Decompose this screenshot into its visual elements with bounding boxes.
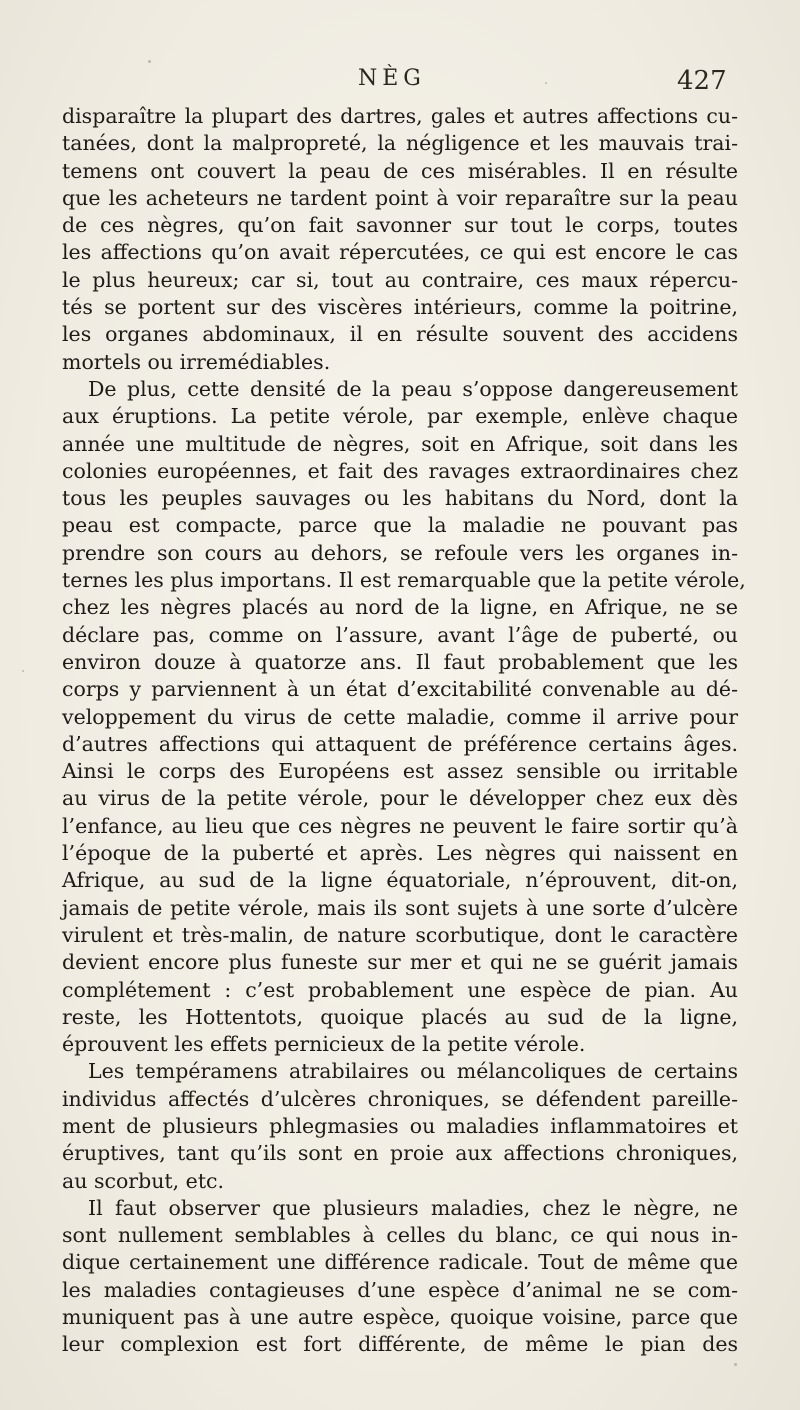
text-line: les organes abdominaux, il en résulte souvent des accidens bbox=[62, 322, 738, 347]
text-line: dique certainement une différence radicale. Tout de même que bbox=[62, 1250, 738, 1275]
text-line: le plus heureux; car si, tout au contraire, ces maux répercu- bbox=[62, 267, 738, 292]
text-line: sont nullement semblables à celles du blanc, ce qui nous in- bbox=[62, 1223, 738, 1248]
paper-speck bbox=[545, 82, 547, 84]
text-line: déclare pas, comme on l’assure, avant l’âge de puberté, ou bbox=[62, 622, 738, 647]
text-line: les maladies contagieuses d’une espèce d’animal ne se com- bbox=[62, 1277, 738, 1302]
text-line: tanées, dont la malpropreté, la négligence et les mauvais trai- bbox=[62, 131, 738, 156]
text-line: éruptives, tant qu’ils sont en proie aux affections chroniques, bbox=[62, 1141, 738, 1166]
paper-speck bbox=[148, 60, 151, 63]
text-line: environ douze à quatorze ans. Il faut probablement que les bbox=[62, 649, 738, 674]
text-line: mortels ou irremédiables. bbox=[62, 349, 331, 374]
text-line: Afrique, au sud de la ligne équatoriale, n’éprouvent, dit-on, bbox=[62, 868, 738, 893]
text-line: les affections qu’on avait répercutées, ce qui est encore le cas bbox=[62, 240, 738, 265]
text-line: Ainsi le corps des Européens est assez sensible ou irritable bbox=[62, 759, 738, 784]
text-line: reste, les Hottentots, quoique placés au sud de la ligne, bbox=[62, 1004, 738, 1029]
text-line: Les tempéramens atrabilaires ou mélancoliques de certains bbox=[88, 1059, 738, 1084]
text-line: au scorbut, etc. bbox=[62, 1168, 225, 1193]
text-line: complétement : c’est probablement une espèce de pian. Au bbox=[62, 977, 738, 1002]
text-line: disparaître la plupart des dartres, gales et autres affections cu- bbox=[62, 104, 738, 128]
paragraph-3 bbox=[62, 1058, 738, 1194]
text-line: individus affectés d’ulcères chroniques, se défendent pareille- bbox=[62, 1086, 738, 1111]
text-line: chez les nègres placés au nord de la ligne, en Afrique, ne se bbox=[62, 595, 738, 620]
text-line: temens ont couvert la peau de ces misérables. Il en résulte bbox=[62, 158, 738, 183]
text-line: devient encore plus funeste sur mer et qui ne se guérit jamais bbox=[62, 950, 738, 975]
running-head-title: NÈG bbox=[358, 66, 426, 91]
text-line: aux éruptions. La petite vérole, par exemple, enlève chaque bbox=[62, 404, 738, 429]
text-line: tés se portent sur des viscères intérieurs, comme la poitrine, bbox=[62, 295, 738, 320]
text-line: leur complexion est fort différente, de même le pian des bbox=[62, 1332, 738, 1357]
paragraph-4 bbox=[62, 1195, 738, 1359]
text-line: colonies européennes, et fait des ravages extraordinaires chez bbox=[62, 458, 738, 483]
paper-speck bbox=[734, 1363, 737, 1366]
text-line: l’époque de la puberté et après. Les nègres qui naissent en bbox=[62, 841, 738, 866]
paper-speck bbox=[22, 670, 24, 672]
text-line: jamais de petite vérole, mais ils sont sujets à une sorte d’ulcère bbox=[62, 895, 738, 920]
text-line: au virus de la petite vérole, pour le développer chez eux dès bbox=[62, 786, 738, 811]
text-line: année une multitude de nègres, soit en Afrique, soit dans les bbox=[62, 431, 738, 456]
text-line: muniquent pas à une autre espèce, quoique voisine, parce que bbox=[62, 1305, 738, 1330]
text-line: tous les peuples sauvages ou les habitans du Nord, dont la bbox=[62, 486, 738, 511]
text-line: que les acheteurs ne tardent point à voir reparaître sur la peau bbox=[62, 185, 738, 210]
body-text bbox=[62, 103, 746, 1359]
paragraph-1 bbox=[62, 103, 738, 376]
text-line: prendre son cours au dehors, se refoule vers les organes in- bbox=[62, 540, 738, 565]
text-line: ment de plusieurs phlegmasies ou maladies inflammatoires et bbox=[62, 1113, 738, 1138]
text-line: de ces nègres, qu’on fait savonner sur tout le corps, toutes bbox=[62, 213, 738, 238]
text-line: éprouvent les effets pernicieux de la petite vérole. bbox=[62, 1032, 586, 1057]
running-head bbox=[0, 66, 800, 102]
page-number: 427 bbox=[677, 66, 727, 96]
text-line: Il faut observer que plusieurs maladies, chez le nègre, ne bbox=[88, 1195, 738, 1220]
text-line: ternes les plus importans. Il est remarquable que la petite vérole, bbox=[62, 568, 746, 593]
text-line: d’autres affections qui attaquent de préférence certains âges. bbox=[62, 731, 738, 756]
text-line: De plus, cette densité de la peau s’oppose dangereusement bbox=[88, 376, 738, 401]
text-line: veloppement du virus de cette maladie, comme il arrive pour bbox=[62, 704, 738, 729]
text-line: corps y parviennent à un état d’excitabilité convenable au dé- bbox=[62, 677, 738, 702]
text-line: l’enfance, au lieu que ces nègres ne peuvent le faire sortir qu’à bbox=[62, 813, 738, 838]
paragraph-2 bbox=[62, 376, 746, 1058]
text-line: peau est compacte, parce que la maladie ne pouvant pas bbox=[62, 513, 738, 538]
text-line: virulent et très-malin, de nature scorbutique, dont le caractère bbox=[62, 922, 738, 947]
